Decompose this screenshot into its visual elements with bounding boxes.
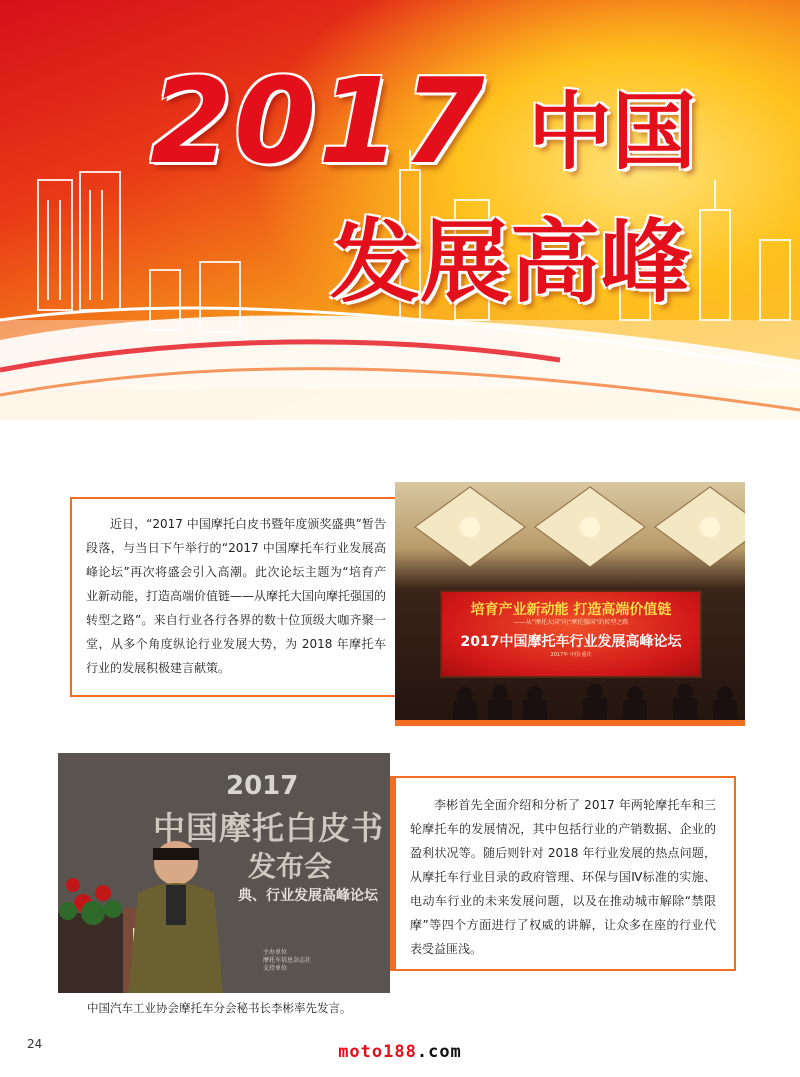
speech-text-block	[410, 793, 716, 961]
photo-accent-bar	[395, 720, 745, 726]
backdrop-year: 2017	[226, 771, 299, 801]
backdrop-line-1: 中国摩托白皮书	[153, 809, 385, 847]
speaker-scene-graphic	[58, 753, 390, 993]
title-year: 2017	[150, 52, 487, 190]
photo-caption: 中国汽车工业协会摩托车分会秘书长李彬率先发言。	[87, 1001, 352, 1015]
intro-text-block	[86, 512, 386, 680]
speech-paragraph: 李彬首先全面介绍和分析了 2017 年两轮摩托车和三轮摩托车的发展情况，其中包括行业的产销数据、企业的盈利状况等。随后则针对 2018 年行业发展的热点问题，从摩托车行业目录的政府管理、环保与国Ⅳ标准的实施、电动车行业的未来发展问题，以及在推动城市解除“禁限摩”等四个方面进行了权威的讲解，让众多在座的行业代表受益匪浅。	[410, 798, 716, 956]
watermark-domain: .com	[416, 1042, 462, 1062]
page-number: 24	[27, 1037, 43, 1051]
screen-subtitle: ——从“摩托大国”向“摩托强国”的转型之路	[513, 619, 629, 626]
backdrop-host-3: 支持单位	[263, 965, 288, 972]
stage-screen	[440, 590, 702, 678]
header-banner	[0, 0, 800, 440]
backdrop-hosts	[263, 949, 311, 973]
swoosh-graphic	[0, 300, 800, 440]
intro-paragraph: 近日，“2017 中国摩托白皮书暨年度颁奖盛典”暂告段落，与当日下午举行的“2017 中国摩托车行业发展高峰论坛”再次将盛会引入高潮。此次论坛主题为“培育产业新动能，打造高端价值链——从摩托大国向摩托强国的转型之路”。来自行业各行各界的数十位顶级大咖齐聚一堂，从多个角度纵论行业发展大势，为 2018 年摩托车行业的发展积极建言献策。	[86, 517, 387, 675]
screen-title: 2017中国摩托车行业发展高峰论坛	[460, 634, 682, 650]
forum-photo	[395, 482, 745, 720]
title-line-2: 发展高峰	[330, 210, 690, 315]
backdrop-line-2: 发布会	[248, 850, 333, 883]
screen-slogan: 培育产业新动能 打造高端价值链	[470, 602, 672, 618]
watermark-name: moto188	[338, 1042, 417, 1062]
screen-date: 2017年 中国·重庆	[550, 652, 592, 658]
audience-graphic	[395, 677, 745, 720]
backdrop-host-2: 摩托车信息杂志社	[263, 957, 312, 964]
backdrop-line-3: 典、行业发展高峰论坛	[238, 888, 378, 904]
title-line-1: 中国	[528, 83, 697, 181]
speaker-photo	[58, 753, 390, 993]
ceiling-lights-graphic	[395, 482, 745, 592]
site-watermark	[0, 1042, 800, 1062]
backdrop-host-1: 主办单位	[263, 949, 288, 956]
